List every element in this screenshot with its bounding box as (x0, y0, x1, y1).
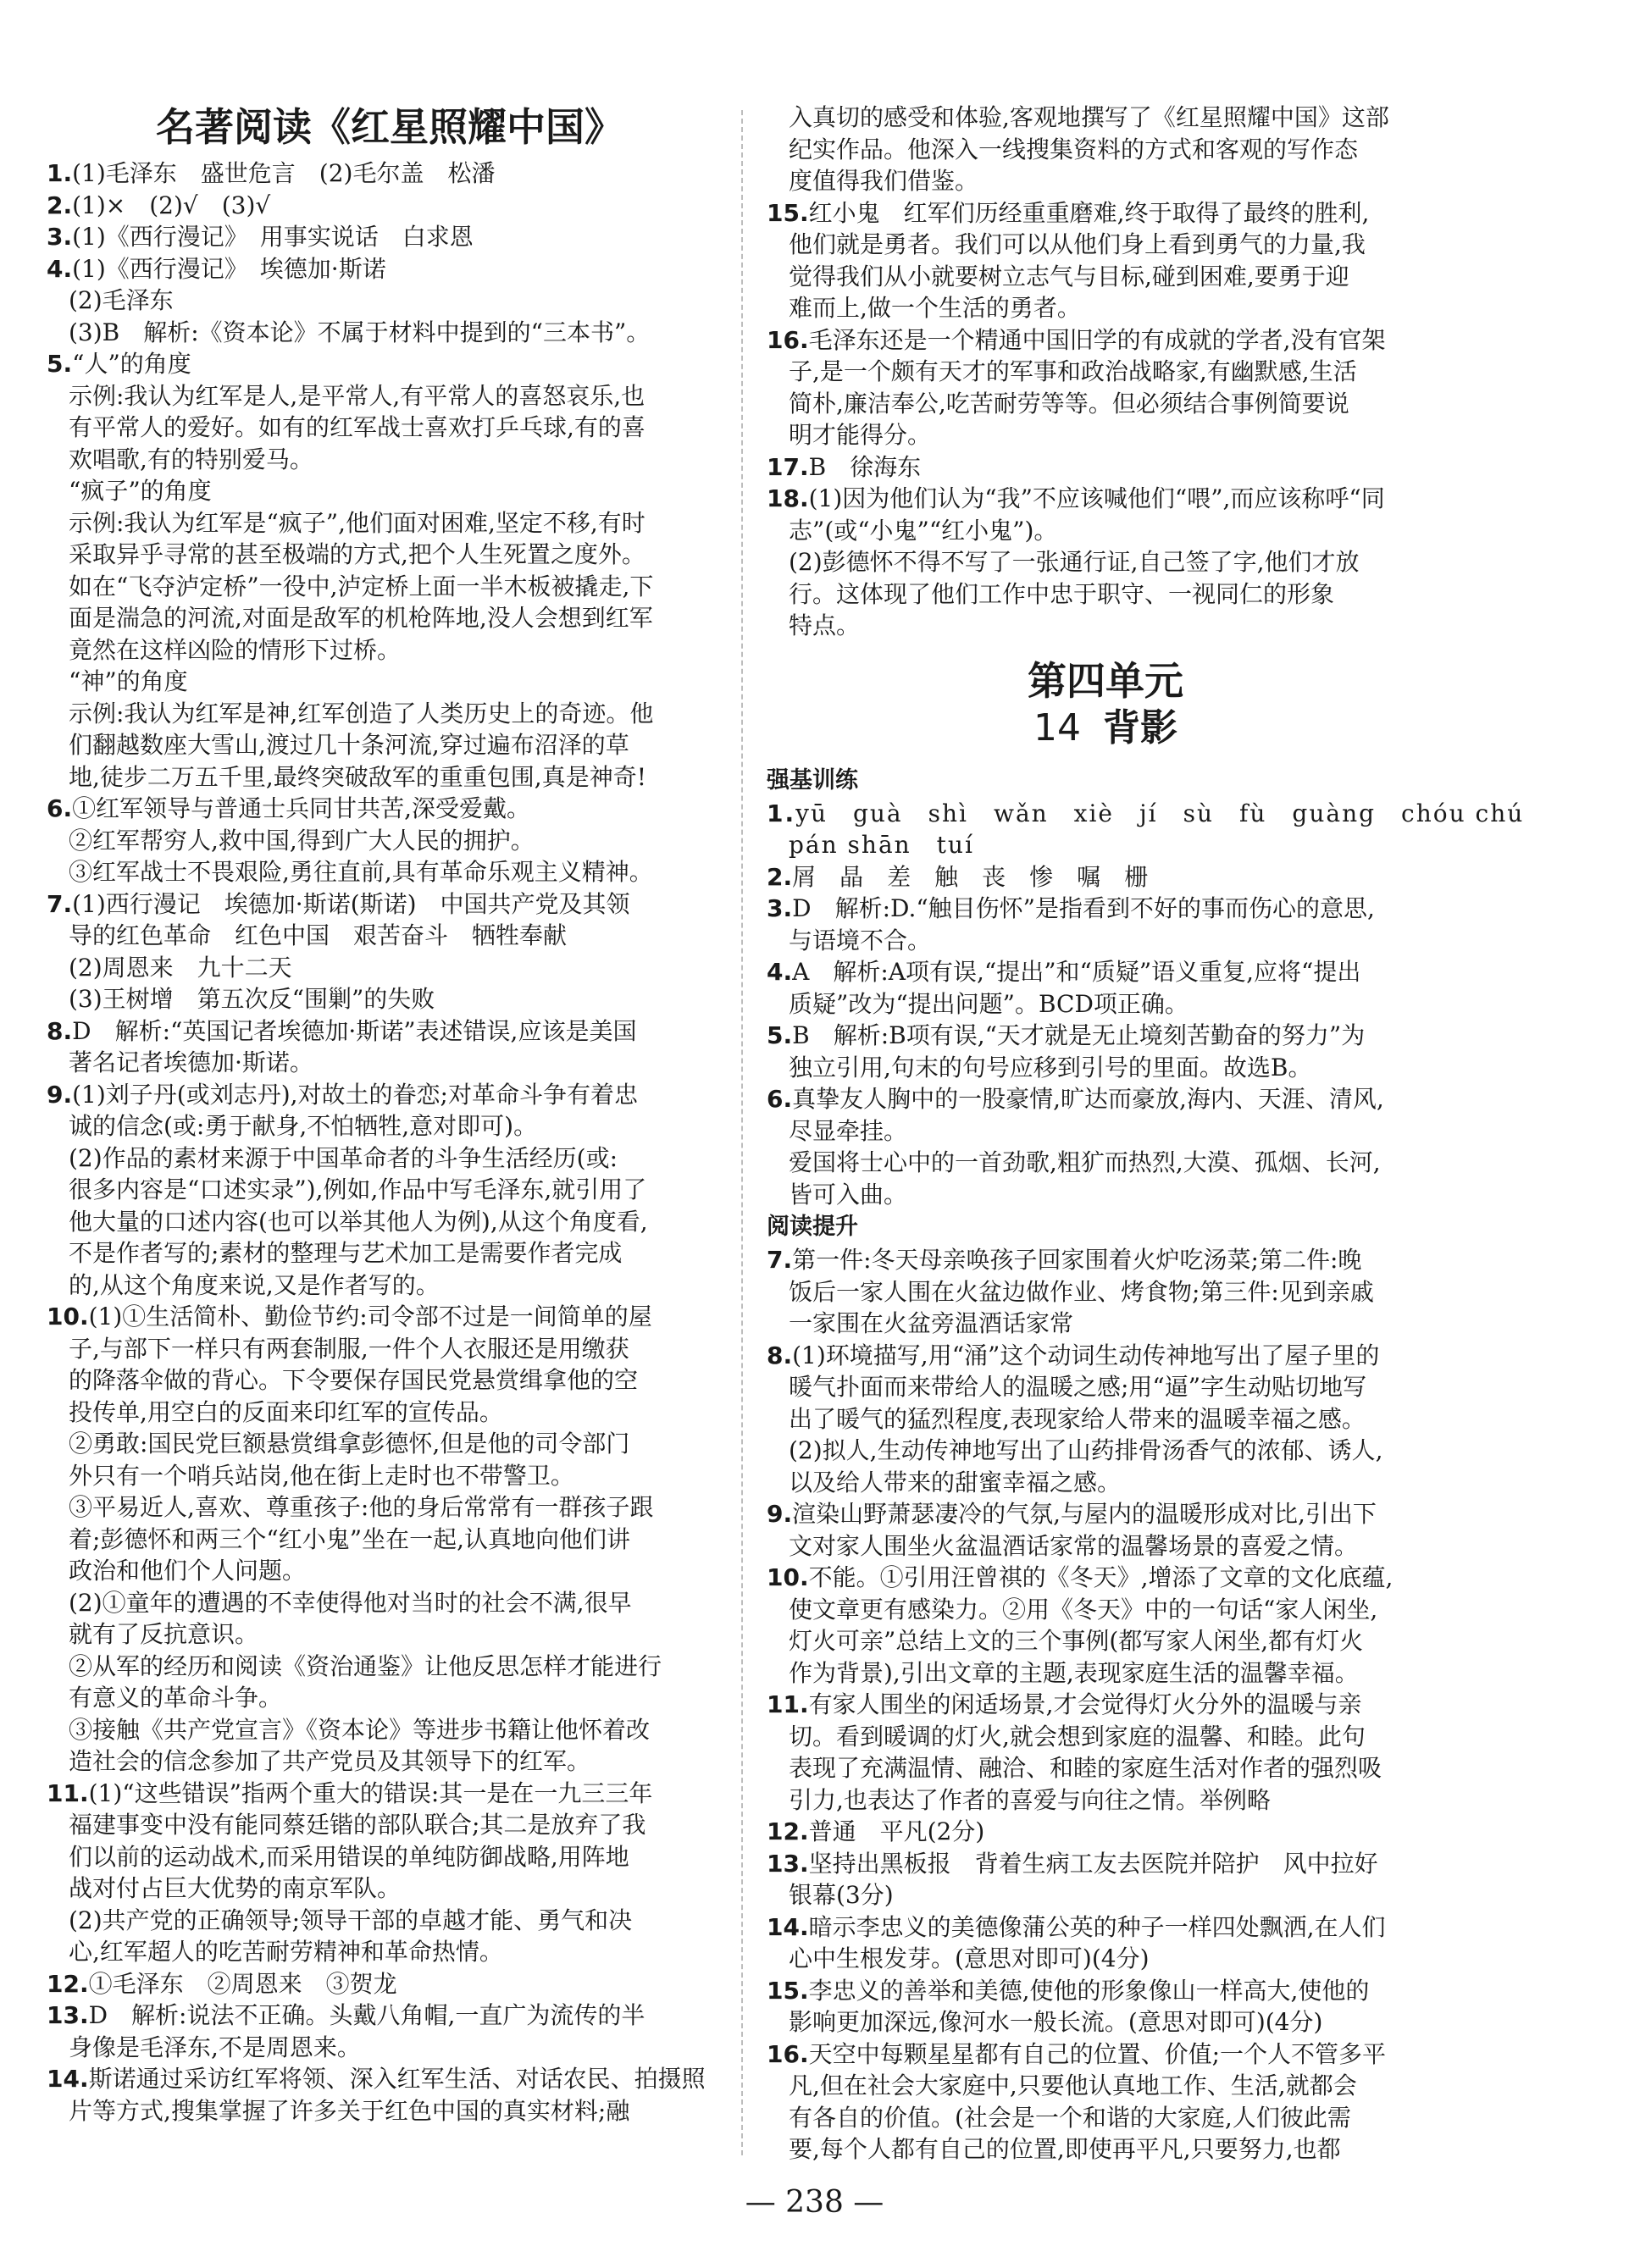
answer-text: (2)拟人,生动传神地写出了山药排骨汤香气的浓郁、诱人, (789, 1436, 1383, 1464)
answer-line (767, 261, 1444, 293)
answer-text: 质疑”改为“提出问题”。BCD项正确。 (789, 989, 1189, 1018)
answer-line (767, 798, 1525, 830)
answer-text: 明才能得分。 (789, 421, 932, 449)
answer-text: (1)× (2)√ (3)√ (72, 191, 271, 219)
answer-text: 片等方式,搜集掌握了许多关于红色中国的真实材料;融 (69, 2096, 630, 2125)
question-number: 10. (767, 1563, 809, 1591)
question-number: 7. (767, 1246, 793, 1274)
answer-text: (1)因为他们认为“我”不应该喊他们“喂”,而应该称呼“同 (808, 484, 1385, 512)
answer-line (767, 956, 1444, 988)
answer-line (767, 1083, 1444, 1115)
answer-text: 切。看到暖调的灯火,就会想到家庭的温馨、和睦。此句 (789, 1722, 1366, 1751)
answer-line (47, 602, 733, 634)
question-number: 2. (47, 191, 73, 219)
answer-line (47, 1301, 733, 1333)
answer-text: ①毛泽东 ②周恩来 ③贺龙 (88, 1969, 397, 1998)
answer-line (47, 1428, 733, 1460)
answer-text: 导的红色革命 红色中国 艰苦奋斗 牺牲奉献 (69, 921, 568, 949)
answer-line (767, 2006, 1444, 2038)
question-number: 8. (767, 1341, 793, 1369)
question-number: 13. (47, 2001, 89, 2029)
answer-text: 红小鬼 红军们历经重重磨难,终于取得了最终的胜利, (808, 198, 1370, 227)
answer-text: 表现了充满温情、融洽、和睦的家庭生活对作者的强烈吸 (789, 1754, 1382, 1782)
answer-text: 要,每个人都有自己的位置,即使再平凡,只要努力,也都 (789, 2135, 1341, 2163)
answer-text: 爱国将士心中的一首劲歌,粗犷而热烈,大漠、孤烟、长河, (789, 1148, 1381, 1176)
answer-line (767, 1020, 1444, 1052)
answer-line (767, 1657, 1444, 1690)
answer-text: 使文章更有感染力。②用《冬天》中的一句话“家人闲坐, (789, 1595, 1378, 1624)
answer-text: 战对付占巨大优势的南京军队。 (69, 1874, 402, 1902)
answer-text: 有各自的价值。(社会是一个和谐的大家庭,人们彼此需 (789, 2103, 1351, 2132)
answer-text: 李忠义的善举和美德,使他的形象像山一样高大,使他的 (808, 1976, 1370, 2005)
answer-text: 坚持出黑板报 背着生病工友去医院并陪护 风中拉好 (808, 1849, 1378, 1878)
question-number: 9. (767, 1500, 793, 1528)
answer-line (767, 1943, 1444, 1975)
answer-text: 子,是一个颇有天才的军事和政治战略家,有幽默感,生活 (789, 357, 1357, 385)
answer-line (47, 1555, 733, 1587)
answer-line (767, 292, 1444, 324)
answer-text: 子,与部下一样只有两套制服,一件个人衣服还是用缴获 (69, 1334, 629, 1363)
section-title: 名著阅读《红星照耀中国》 (156, 104, 623, 150)
answer-text: 们以前的运动战术,而采用错误的单纯防御战略,用阵地 (69, 1842, 629, 1871)
answer-line (767, 1752, 1444, 1784)
answer-line (767, 1689, 1444, 1721)
answer-line (767, 2038, 1444, 2071)
answer-line (47, 1968, 733, 2000)
question-number: 14. (767, 1912, 809, 1941)
answer-line (47, 729, 733, 761)
answer-line (47, 793, 733, 825)
answer-line (47, 1079, 733, 1111)
answer-text: 他们就是勇者。我们可以从他们身上看到勇气的力量,我 (789, 230, 1366, 258)
answer-line (47, 2095, 733, 2127)
answer-line (47, 1905, 733, 1937)
answer-text: (1)西行漫记 埃德加·斯诺(斯诺) 中国共产党及其领 (72, 889, 630, 918)
answer-text: 简朴,廉洁奉公,吃苦耐劳等等。但必须结合事例简要说 (789, 389, 1349, 418)
question-number: 12. (47, 1969, 89, 1998)
answer-text: 暖气扑面而来带给人的温暖之感;用“逼”字生动贴切地写 (789, 1373, 1367, 1401)
answer-text: pán shān tuí (789, 831, 974, 859)
answer-line (767, 1467, 1444, 1499)
answer-line (767, 1244, 1444, 1276)
answer-line (47, 253, 733, 285)
question-number: 18. (767, 484, 809, 512)
question-number: 5. (767, 1021, 793, 1049)
answer-text: 第一件:冬天母亲唤孩子回家围着火炉吃汤菜;第二件:晚 (792, 1246, 1362, 1274)
answer-line (47, 1745, 733, 1778)
answer-text: ②勇敢:国民党巨额悬赏缉拿彭德怀,但是他的司令部门 (69, 1430, 630, 1458)
subsection-heading-reading: 阅读提升 (767, 1214, 858, 1240)
answer-text: 觉得我们从小就要树立志气与目标,碰到困难,要勇于迎 (789, 262, 1349, 290)
answer-line (767, 515, 1444, 547)
answer-text: (1)《西行漫记》 用事实说话 白求恩 (72, 223, 474, 251)
question-number: 16. (767, 325, 809, 354)
answer-line (47, 825, 733, 857)
answer-line (47, 1110, 733, 1142)
answer-line (47, 761, 733, 794)
answer-text: (2)共产党的正确领导;领导干部的卓越才能、勇气和决 (69, 1906, 633, 1934)
answer-text: 度值得我们借鉴。 (789, 167, 979, 195)
lesson-number: 14 (1033, 705, 1081, 750)
answer-line (47, 158, 733, 190)
answer-text: 斯诺通过采访红军将领、深入红军生活、对话农民、拍摄照 (88, 2065, 706, 2093)
answer-text: 暗示李忠义的美德像蒲公英的种子一样四处飘洒,在人们 (808, 1912, 1386, 1941)
answer-text: 不是作者写的;素材的整理与艺术加工是需要作者完成 (69, 1239, 623, 1267)
question-number: 12. (767, 1817, 809, 1845)
answer-line (767, 1975, 1444, 2007)
answer-text: ①红军领导与普通士兵同甘共苦,深受爱戴。 (72, 794, 531, 822)
question-number: 4. (47, 254, 73, 283)
lesson-name: 背影 (1103, 705, 1177, 750)
answer-line (767, 546, 1444, 578)
answer-text: 竟然在这样凶险的情形下过桥。 (69, 635, 402, 664)
answer-text: 以及给人带来的甜蜜幸福之感。 (789, 1468, 1122, 1496)
answer-text: B 解析:B项有误,“天才就是无止境刻苦勤奋的努力”为 (792, 1021, 1366, 1049)
question-number: 1. (47, 159, 73, 187)
answer-text: 有家人围坐的闲适场景,才会觉得灯火分外的温暖与亲 (808, 1690, 1362, 1718)
answer-line (47, 1841, 733, 1873)
answer-line (767, 2133, 1444, 2166)
answer-line (767, 861, 1444, 893)
answer-line (767, 1308, 1444, 1340)
answer-line (767, 1052, 1444, 1084)
answer-text: 渲染山野萧瑟凄冷的气氛,与屋内的温暖形成对比,引出下 (792, 1500, 1377, 1528)
answer-text: 身像是毛泽东,不是周恩来。 (69, 2033, 361, 2061)
right-answer-list-top (767, 102, 1444, 642)
answer-line (767, 829, 1444, 861)
answer-line (47, 1524, 733, 1556)
question-number: 17. (767, 452, 809, 481)
answer-line (767, 578, 1444, 611)
answer-text: 有平常人的爱好。如有的红军战士喜欢打乒乓球,有的喜 (69, 413, 646, 441)
answer-line (47, 2032, 733, 2064)
answer-text: “人”的角度 (72, 350, 191, 378)
answer-text: (3)王树增 第五次反“围剿”的失败 (69, 985, 435, 1013)
answer-text: 造社会的信念参加了共产党员及其领导下的红军。 (69, 1747, 591, 1775)
answer-line (47, 412, 733, 444)
answer-text: 地,徒步二万五千里,最终突破敌军的重重包围,真是神奇! (69, 762, 646, 791)
answer-line (767, 324, 1444, 357)
question-number: 15. (767, 198, 809, 227)
answer-text: 灯火可亲”总结上文的三个事例(都写家人闲坐,都有灯火 (789, 1627, 1364, 1655)
answer-line (47, 1491, 733, 1524)
answer-line (767, 1879, 1444, 1911)
answer-line (767, 1816, 1444, 1848)
answer-line (47, 1682, 733, 1714)
answer-line (767, 1721, 1444, 1753)
answer-line (47, 2063, 733, 2095)
question-number: 14. (47, 2065, 89, 2093)
answer-line (767, 2102, 1444, 2134)
answer-text: 作为背景),引出文章的主题,表现家庭生活的温馨幸福。 (789, 1658, 1359, 1687)
answer-text: 示例:我认为红军是人,是平常人,有平常人的喜怒哀乐,也 (69, 381, 646, 410)
answer-text: 着;彭德怀和两三个“红小鬼”坐在一起,认真地向他们讲 (69, 1524, 630, 1553)
answer-text: 就有了反抗意识。 (69, 1620, 259, 1648)
question-number: 1. (767, 799, 796, 827)
answer-line (47, 317, 733, 349)
answer-text: 引力,也表达了作者的喜爱与向往之情。举例略 (789, 1785, 1271, 1814)
answer-line (47, 221, 733, 253)
answer-line (47, 475, 733, 507)
answer-line (47, 1364, 733, 1397)
answer-text: ③接触《共产党宣言》《资本论》等进步书籍让他怀着改 (69, 1715, 651, 1744)
answer-text: (2)周恩来 九十二天 (69, 953, 292, 982)
answer-text: 面是湍急的河流,对面是敌军的机枪阵地,没人会想到红军 (69, 604, 653, 632)
answer-line (47, 571, 733, 603)
answer-text: 毛泽东还是一个精通中国旧学的有成就的学者,没有官架 (808, 325, 1386, 354)
answer-line (767, 1371, 1444, 1403)
answer-text: 政治和他们个人问题。 (69, 1557, 307, 1585)
answer-text: 天空中每颗星星都有自己的位置、价值;一个人不管多平 (808, 2039, 1387, 2068)
question-number: 11. (767, 1690, 809, 1718)
answer-line (47, 1587, 733, 1619)
left-column (47, 102, 733, 2127)
answer-line (767, 483, 1444, 515)
answer-line (47, 1651, 733, 1683)
answer-line (47, 2000, 733, 2032)
question-number: 3. (47, 223, 73, 251)
answer-text: 有意义的革命斗争。 (69, 1684, 283, 1712)
answer-text: (1)毛泽东 盛世危言 (2)毛尔盖 松潘 (72, 159, 496, 187)
answer-text: (1)“这些错误”指两个重大的错误:其一是在一九三三年 (88, 1778, 653, 1807)
answer-text: 特点。 (789, 611, 861, 639)
answer-text: 影响更加深远,像河水一般长流。(意思对即可)(4分) (789, 2008, 1323, 2036)
answer-text: 不能。①引用汪曾祺的《冬天》,增添了文章的文化底蕴, (808, 1563, 1394, 1591)
left-answer-list (47, 158, 733, 2127)
answer-line (47, 539, 733, 571)
answer-line (767, 1625, 1444, 1657)
answer-line (767, 1115, 1444, 1148)
answer-line (767, 1276, 1444, 1308)
question-number: 6. (47, 794, 73, 822)
answer-line (47, 1714, 733, 1746)
answer-line (767, 102, 1444, 134)
answer-line (767, 1340, 1444, 1372)
answer-text: 著名记者埃德加·斯诺。 (69, 1048, 313, 1076)
answer-text: ③红军战士不畏艰险,勇往直前,具有革命乐观主义精神。 (69, 858, 653, 886)
answer-text: (2)毛泽东 (69, 286, 174, 314)
answer-text: (3)B 解析:《资本论》不属于材料中提到的“三本书”。 (69, 318, 651, 346)
answer-text: 福建事变中没有能同蔡廷锴的部队联合;其二是放弃了我 (69, 1811, 646, 1839)
answer-line (767, 893, 1444, 925)
question-number: 8. (47, 1016, 73, 1045)
answer-line (767, 1848, 1444, 1880)
answer-text: (1)《西行漫记》 埃德加·斯诺 (72, 254, 386, 283)
answer-text: 很多内容是“口述实录”),例如,作品中写毛泽东,就引用了 (69, 1175, 647, 1203)
subsection-heading-basic: 强基训练 (767, 766, 858, 794)
answer-text: (2)彭德怀不得不写了一张通行证,自己签了字,他们才放 (789, 548, 1360, 576)
answer-text: 的降落伞做的背心。下令要保存国民党悬赏缉拿他的空 (69, 1366, 639, 1394)
right-column (767, 102, 1525, 2166)
column-divider (741, 110, 743, 2155)
answer-text: 独立引用,句末的句号应移到引号的里面。故选B。 (789, 1053, 1312, 1081)
answer-text: 文对家人围坐火盆温酒话家常的温馨场景的喜爱之情。 (789, 1531, 1359, 1560)
answer-text: 出了暖气的猛烈程度,表现家给人带来的温暖幸福之感。 (789, 1404, 1366, 1433)
answer-line (767, 1594, 1444, 1626)
answer-line (47, 920, 733, 952)
answer-text: B 徐海东 (808, 452, 922, 481)
answer-line (767, 1498, 1444, 1530)
question-number: 5. (47, 350, 73, 378)
answer-line (767, 925, 1444, 957)
answer-text: ②从军的经历和阅读《资治通鉴》让他反思怎样才能进行 (69, 1651, 662, 1680)
answer-line (47, 952, 733, 984)
answer-line (767, 229, 1444, 261)
question-number: 16. (767, 2039, 809, 2068)
answer-text: 的,从这个角度来说,又是作者写的。 (69, 1270, 440, 1299)
answer-line (47, 1333, 733, 1365)
answer-text: 真挚友人胸中的一股豪情,旷达而豪放,海内、天涯、清风, (792, 1085, 1384, 1113)
question-number: 15. (767, 1976, 809, 2005)
answer-line (47, 1618, 733, 1651)
answer-text: 采取异乎寻常的甚至极端的方式,把个人生死置之度外。 (69, 540, 646, 568)
answer-line (767, 2070, 1444, 2102)
answer-text: D 解析:说法不正确。头戴八角帽,一直广为流传的半 (88, 2001, 646, 2029)
answer-text: 皆可入曲。 (789, 1180, 908, 1209)
answer-line (767, 1530, 1444, 1563)
answer-text: 示例:我认为红军是神,红军创造了人类历史上的奇迹。他 (69, 699, 654, 727)
answer-line (47, 190, 733, 222)
answer-line (767, 388, 1444, 420)
answer-line (47, 1174, 733, 1206)
answer-text: 屑 晶 差 触 丧 惨 嘱 栅 (792, 862, 1149, 891)
answer-text: 心,红军超人的吃苦耐劳精神和革命热情。 (69, 1938, 503, 1966)
answer-text: 欢唱歌,有的特别爱马。 (69, 445, 313, 473)
answer-line (767, 1562, 1444, 1594)
answer-line (47, 285, 733, 317)
answer-text: 外只有一个哨兵站岗,他在街上走时也不带警卫。 (69, 1461, 574, 1490)
answer-line (47, 856, 733, 888)
answer-line (767, 197, 1444, 230)
answer-line (767, 134, 1444, 166)
answer-text: (2)①童年的遭遇的不幸使得他对当时的社会不满,很早 (69, 1588, 632, 1617)
answer-line (47, 1872, 733, 1905)
answer-text: 一家围在火盆旁温酒话家常 (789, 1309, 1074, 1337)
answer-line (767, 419, 1444, 451)
answer-line (47, 1270, 733, 1302)
question-number: 10. (47, 1303, 89, 1330)
question-number: 2. (767, 862, 793, 891)
answer-text: 诚的信念(或:勇于献身,不怕牺牲,意对即可)。 (69, 1112, 538, 1140)
lesson-title (767, 705, 1444, 752)
answer-line (47, 507, 733, 539)
answer-text: A 解析:A项有误,“提出”和“质疑”语义重复,应将“提出 (792, 958, 1361, 986)
answer-text: 纪实作品。他深入一线搜集资料的方式和客观的写作态 (789, 135, 1359, 163)
answer-line (47, 1206, 733, 1238)
answer-line (47, 1047, 733, 1079)
answer-text: “神”的角度 (69, 667, 188, 695)
right-answer-list-reading (767, 1244, 1444, 2166)
answer-line (767, 1911, 1444, 1944)
answer-line (47, 1460, 733, 1492)
answer-line (767, 1147, 1444, 1179)
answer-text: 饭后一家人围在火盆边做作业、烤食物;第三件:见到亲戚 (789, 1277, 1374, 1306)
answer-text: 投传单,用空白的反面来印红军的宣传品。 (69, 1397, 503, 1426)
answer-text: 志”(或“小鬼”“红小鬼”)。 (789, 516, 1058, 545)
answer-text: (1)①生活简朴、勤俭节约:司令部不过是一间简单的屋 (88, 1303, 652, 1330)
answer-line (47, 888, 733, 921)
question-number: 7. (47, 889, 73, 918)
answer-line (767, 451, 1444, 484)
answer-line (47, 1778, 733, 1810)
answer-text: 们翻越数座大雪山,渡过几十条河流,穿过遍布沼泽的草 (69, 731, 629, 759)
answer-text: (2)作品的素材来源于中国革命者的斗争生活经历(或: (69, 1143, 618, 1172)
answer-line (47, 634, 733, 667)
page-number: — 238 — (745, 2185, 884, 2220)
answer-text: 难而上,做一个生活的勇者。 (789, 294, 1081, 322)
answer-line (767, 1179, 1444, 1211)
answer-text: 凡,但在社会大家庭中,只要他认真地工作、生活,就都会 (789, 2072, 1357, 2099)
answer-line (767, 1784, 1444, 1817)
answer-text: yū guà shì wǎn xiè jí sù fù guàng chóu chú (795, 799, 1525, 827)
question-number: 3. (767, 894, 793, 922)
answer-line (767, 988, 1444, 1021)
answer-line (47, 1015, 733, 1048)
answer-text: (1)环境描写,用“涌”这个动词生动传神地写出了屋子里的 (792, 1341, 1380, 1369)
unit-title: 第四单元 (1028, 657, 1183, 704)
answer-text: 入真切的感受和体验,客观地撰写了《红星照耀中国》这部 (789, 103, 1389, 131)
answer-text: D 解析:D.“触目伤怀”是指看到不好的事而伤心的意思, (792, 894, 1375, 922)
answer-text: 普通 平凡(2分) (808, 1817, 985, 1845)
answer-line (47, 1809, 733, 1841)
question-number: 4. (767, 958, 793, 986)
answer-text: 示例:我认为红军是“疯子”,他们面对困难,坚定不移,有时 (69, 508, 646, 537)
answer-text: 如在“飞夺泸定桥”一役中,泸定桥上面一半木板被撬走,下 (69, 572, 654, 600)
answer-line (767, 610, 1444, 642)
answer-line (767, 1403, 1444, 1435)
answer-line (767, 165, 1444, 197)
answer-text: 他大量的口述内容(也可以举其他人为例),从这个角度看, (69, 1207, 648, 1236)
question-number: 13. (767, 1849, 809, 1878)
answer-line (47, 348, 733, 380)
answer-text: “疯子”的角度 (69, 477, 212, 505)
answer-line (47, 1237, 733, 1270)
answer-text: (1)刘子丹(或刘志丹),对故土的眷恋;对革命斗争有着忠 (72, 1080, 638, 1109)
answer-line (47, 698, 733, 730)
answer-line (47, 1397, 733, 1429)
answer-text: 银幕(3分) (789, 1881, 894, 1909)
answer-line (47, 983, 733, 1015)
answer-line (47, 444, 733, 476)
question-number: 11. (47, 1778, 89, 1807)
question-number: 9. (47, 1080, 73, 1109)
answer-line (767, 1435, 1444, 1467)
answer-line (47, 380, 733, 412)
answer-text: ③平易近人,喜欢、尊重孩子:他的身后常常有一群孩子跟 (69, 1493, 654, 1521)
answer-text: ②红军帮穷人,救中国,得到广大人民的拥护。 (69, 826, 535, 855)
answer-line (767, 356, 1444, 388)
question-number: 6. (767, 1085, 793, 1113)
right-answer-list-basic (767, 798, 1525, 1211)
answer-text: 行。这体现了他们工作中忠于职守、一视同仁的形象 (789, 579, 1335, 608)
answer-text: 尽显牵挂。 (789, 1116, 908, 1145)
answer-text: 心中生根发芽。(意思对即可)(4分) (789, 1944, 1150, 1972)
answer-line (47, 666, 733, 698)
answer-line (47, 1142, 733, 1175)
answer-text: D 解析:“英国记者埃德加·斯诺”表述错误,应该是美国 (72, 1016, 637, 1045)
answer-text: 与语境不合。 (789, 926, 932, 954)
answer-line (47, 1936, 733, 1968)
